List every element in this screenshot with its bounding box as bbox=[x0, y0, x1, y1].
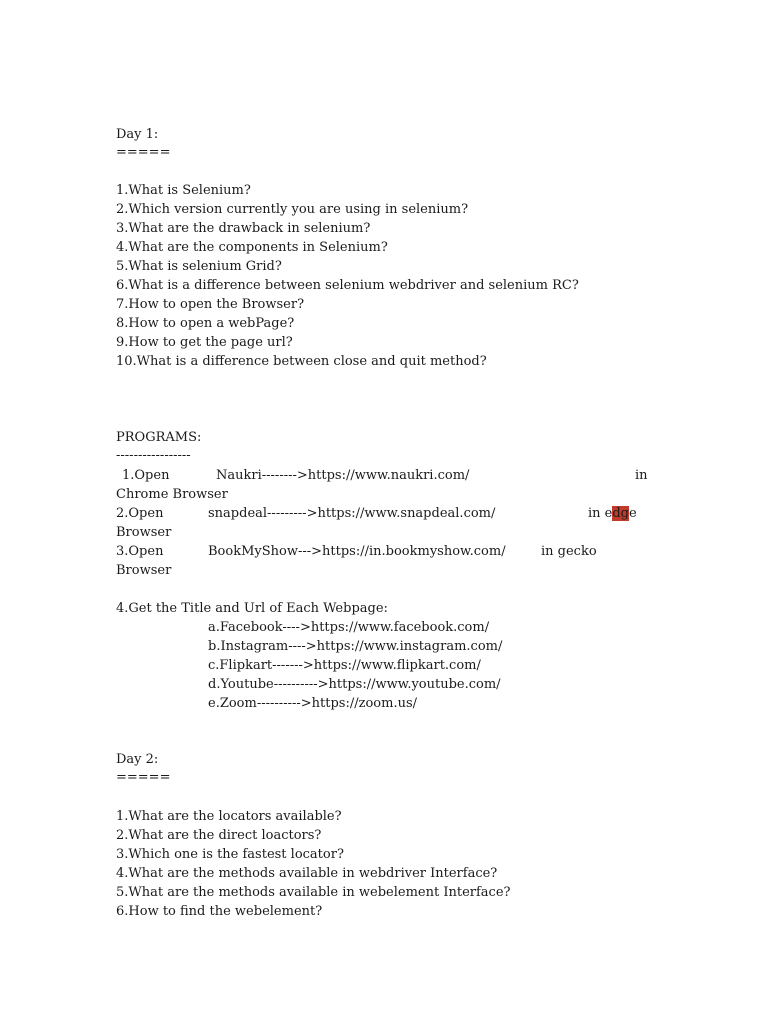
day2-heading: Day 2: bbox=[116, 752, 159, 767]
day1-question: 5.What is selenium Grid? bbox=[116, 259, 282, 274]
day1-question: 8.How to open a webPage? bbox=[116, 316, 295, 331]
program-site: BookMyShow--->https://in.bookmyshow.com/ bbox=[208, 544, 506, 559]
program-browser-cont: Browser bbox=[116, 525, 172, 540]
day2-question: 1.What are the locators available? bbox=[116, 809, 342, 824]
program-site: Naukri-------->https://www.naukri.com/ bbox=[216, 468, 470, 483]
program-browser-text: e bbox=[629, 506, 637, 521]
webpage-item: a.Facebook---->https://www.facebook.com/ bbox=[208, 620, 490, 635]
day2-question: 4.What are the methods available in webdriver Interface? bbox=[116, 866, 498, 881]
program-browser-cont: Browser bbox=[116, 563, 172, 578]
program-number: 2.Open bbox=[116, 506, 164, 521]
webpage-item: d.Youtube---------->https://www.youtube.com/ bbox=[208, 677, 501, 692]
webpage-item: c.Flipkart------->https://www.flipkart.com/ bbox=[208, 658, 481, 673]
day1-question: 7.How to open the Browser? bbox=[116, 297, 305, 312]
webpage-item: b.Instagram---->https://www.instagram.com/ bbox=[208, 639, 503, 654]
day1-question: 10.What is a difference between close and quit method? bbox=[116, 354, 487, 369]
program-browser bbox=[588, 505, 637, 523]
webpage-item: e.Zoom---------->https://zoom.us/ bbox=[208, 696, 417, 711]
day1-question: 9.How to get the page url? bbox=[116, 335, 293, 350]
day2-question: 3.Which one is the fastest locator? bbox=[116, 847, 344, 862]
day1-question: 2.Which version currently you are using in selenium? bbox=[116, 202, 469, 217]
program-site: snapdeal--------->https://www.snapdeal.com/ bbox=[208, 506, 496, 521]
programs-underline: ----------------- bbox=[116, 448, 191, 463]
day1-question: 1.What is Selenium? bbox=[116, 183, 251, 198]
program-number: 1.Open bbox=[122, 468, 170, 483]
day1-question: 4.What are the components in Selenium? bbox=[116, 240, 388, 255]
program-browser-text: in e bbox=[588, 506, 613, 521]
day2-underline: ===== bbox=[116, 770, 171, 785]
program-browser: in bbox=[635, 468, 648, 483]
programs-heading: PROGRAMS: bbox=[116, 430, 202, 445]
day1-underline: ===== bbox=[116, 145, 171, 160]
highlight-mark: dg bbox=[612, 506, 630, 521]
day1-heading: Day 1: bbox=[116, 127, 159, 142]
program-number: 3.Open bbox=[116, 544, 164, 559]
day1-question: 6.What is a difference between selenium webdriver and selenium RC? bbox=[116, 278, 579, 293]
program-browser: in gecko bbox=[541, 544, 597, 559]
program-item4-title: 4.Get the Title and Url of Each Webpage: bbox=[116, 601, 388, 616]
day2-question: 5.What are the methods available in webelement Interface? bbox=[116, 885, 511, 900]
program-browser-cont: Chrome Browser bbox=[116, 487, 228, 502]
day2-question: 6.How to find the webelement? bbox=[116, 904, 323, 919]
day2-question: 2.What are the direct loactors? bbox=[116, 828, 322, 843]
day1-question: 3.What are the drawback in selenium? bbox=[116, 221, 371, 236]
